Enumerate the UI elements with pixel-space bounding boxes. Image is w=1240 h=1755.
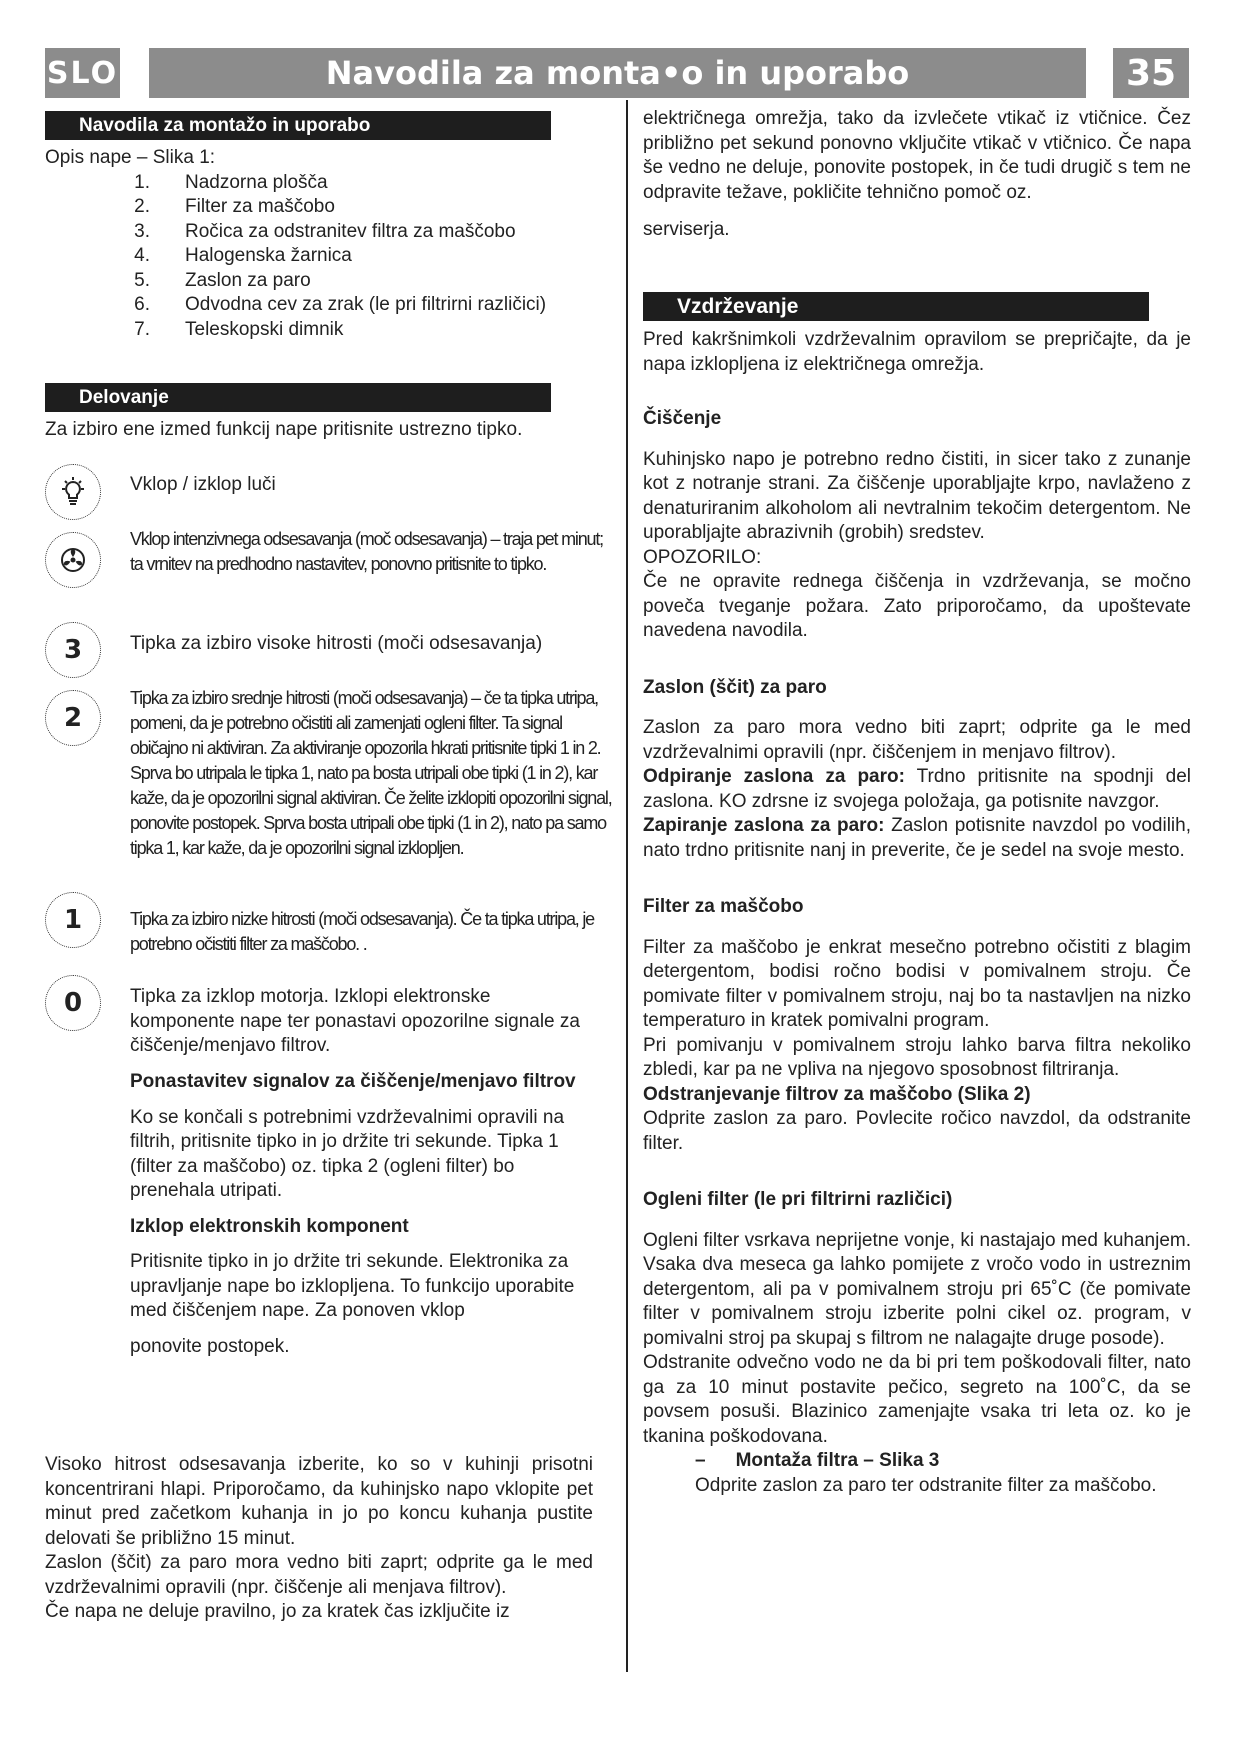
list-item: 1. Nadzorna plošča <box>134 171 328 193</box>
shield-open: Odpiranje zaslona za paro: Trdno pritisnite na spodnji del zaslona. KO zdrsne iz svojega položaja, ga potisnite navzgor. <box>643 766 1192 812</box>
off-title: Izklop elektronskih komponent <box>130 1215 409 1237</box>
fan-icon <box>57 544 89 576</box>
warning-label: OPOZORILO: <box>643 546 762 568</box>
high-speed-tip: Visoko hitrost odsesavanja izberite, ko so v kuhinji prisotni koncentrirani hlapi. Priporočamo, da kuhinjsko napo vklopite pet minut pred začetkom kuhanja in jo po koncu kuhanja pustite delovati še približno 15 minut. <box>45 1454 593 1549</box>
troubleshoot-cont: električnega omrežja, tako da izvlečete vtikač iz vtičnice. Čez približno pet sekund ponovno vključite vtikač v vtičnico. Če napa še vedno ne deluje, ponovite postopek, in če tudi drugič s tem ne odpravite težave, pokličite tehnično pomoč oz. <box>643 108 1191 203</box>
shield-text: Zaslon za paro mora vedno biti zaprt; odprite ga le med vzdrževalnimi opravili (npr. čiščenjem in menjavo filtrov). <box>643 717 1191 763</box>
troubleshoot-cont-2: serviserja. <box>643 219 730 240</box>
speed-1-text: Tipka za izbiro nizke hitrosti (moči odsesavanja). Če ta tipka utripa, je potrebno očistiti filter za maščobo. . <box>130 909 594 954</box>
left-bottom-text <box>45 1453 593 1625</box>
operation-intro: Za izbiro ene izmed funkcij nape pritisnite ustrezno tipko. <box>45 419 523 440</box>
mount-filter-title: – Montaža filtra – Slika 3 <box>695 1450 940 1471</box>
reset-section <box>130 1070 600 1359</box>
speed-3-button: 3 <box>45 622 101 678</box>
carbon-filter-text-2: Odstranite odvečno vodo ne da bi pri tem poškodovali filter, nato ga za 10 minut postavite pečico, segreto na 100˚C, da se povsem posuši. Blazinico zamenjajte vsaka tri leta oz. ko je tkanina poškodovana. <box>643 1352 1191 1447</box>
troubleshoot-text: Če napa ne deluje pravilno, jo za kratek čas izključite iz <box>45 1601 510 1622</box>
intensive-button-text: Vklop intenzivnega odsesavanja (moč odsesavanja) – traja pet minut; ta vrnitev na predhodno nastavitev, ponovno pritisnite to tipko. <box>130 529 603 574</box>
maintenance-content <box>643 328 1191 1498</box>
carbon-filter-text: Ogleni filter vsrkava neprijetne vonje, ki nastajajo med kuhanjem. Vsaka dva meseca ga lahko pomijete z vročo vodo in ustreznim detergentom, ali pa v pomivalnem stroju pri 65˚C (če pomivate filter v pomivalnem stroju izberite polni cikel oz. program, v pomivalni stroj pa skupaj s filtrom ne nalagajte druge posode). <box>643 1229 1191 1349</box>
open-label: Odpiranje zaslona za paro: <box>643 766 905 787</box>
maintenance-intro: Pred kakršnimkoli vzdrževalnim opravilom se prepričajte, da je napa izklopljena iz električnega omrežja. <box>643 329 1191 375</box>
off-text-2: ponovite postopek. <box>130 1335 290 1357</box>
intensive-button <box>45 532 101 588</box>
section-title-maintenance: Vzdrževanje <box>643 292 1149 321</box>
remove-filter-text: Odprite zaslon za paro. Povlecite ročico navzdol, da odstranite filter. <box>643 1108 1191 1154</box>
list-item: 7. Teleskopski dimnik <box>134 318 344 340</box>
shield-title: Zaslon (ščit) za paro <box>643 676 827 698</box>
remove-filter-title: Odstranjevanje filtrov za maščobo (Slika 2) <box>643 1083 1031 1105</box>
mount-filter-text: Odprite zaslon za paro ter odstranite filter za maščobo. <box>695 1474 1157 1496</box>
parts-intro: Opis nape – Slika 1: <box>45 147 216 168</box>
light-button <box>45 464 101 520</box>
page-number: 35 <box>1113 48 1189 98</box>
grease-filter-title: Filter za maščobo <box>643 896 804 917</box>
language-badge: SLO <box>45 48 120 98</box>
speed-3-text: Tipka za izbiro visoke hitrosti (moči odsesavanja) <box>130 633 543 654</box>
off-text: Pritisnite tipko in jo držite tri sekunde. Elektronika za upravljanje nape bo izklopljena. To funkcijo uporabite med čiščenjem nape. Za ponoven vklop <box>130 1251 575 1321</box>
list-item: 6. Odvodna cev za zrak (le pri filtrirni različici) <box>134 294 547 315</box>
carbon-filter-title: Ogleni filter (le pri filtrirni različici) <box>643 1189 953 1210</box>
shield-note: Zaslon (ščit) za paro mora vedno biti zaprt; odprite ga le med vzdrževalnimi opravili (npr. čiščenje ali menjava filtrov). <box>45 1552 593 1598</box>
parts-description <box>45 146 605 342</box>
motor-off-button: 0 <box>45 975 101 1031</box>
cleaning-title: Čiščenje <box>643 408 722 429</box>
list-item: 4. Halogenska žarnica <box>134 245 352 266</box>
reset-title: Ponastavitev signalov za čiščenje/menjavo filtrov <box>130 1071 576 1092</box>
light-button-text: Vklop / izklop luči <box>130 474 276 495</box>
speed-2-text: Tipka za izbiro srednje hitrosti (moči odsesavanja) – če ta tipka utripa, pomeni, da je potrebno očistiti ali zamenjati ogleni filter. Ta signal običajno ni aktiviran. Za aktiviranje opozorila hkrati pritisnite tipki 1 in 2. Sprva bo utripala le tipka 1, nato pa bosta utripali obe tipki (1 in 2), kar kaže, da je opozorilni signal aktiviran. Če želite izklopiti opozorilni signal, ponovite postopek. Sprva bosta utripali obe tipki (1 in 2), nato pa samo tipka 1, kar kaže, da je opozorilni signal izklopljen. <box>130 688 612 858</box>
list-item: 5. Zaslon za paro <box>134 269 311 291</box>
light-bulb-icon <box>57 476 89 508</box>
motor-off-text: Tipka za izklop motorja. Izklopi elektronske komponente nape ter ponastavi opozorilne signale za čiščenje/menjavo filtrov. <box>130 986 580 1056</box>
parts-list <box>45 171 605 343</box>
speed-1-button: 1 <box>45 892 101 948</box>
list-item: 3. Ročica za odstranitev filtra za maščobo <box>134 220 516 242</box>
shield-close: Zapiranje zaslona za paro: Zaslon potisnite navzdol po vodilih, nato trdno pritisnite nanj in preverite, če je sedel na svoje mesto. <box>643 815 1191 861</box>
close-label: Zapiranje zaslona za paro: <box>643 815 885 836</box>
reset-text: Ko se končali s potrebnimi vzdrževalnimi opravili na filtrih, pritisnite tipko in jo držite tri sekunde. Tipka 1 (filter za maščobo) oz. tipka 2 (ogleni filter) bo prenehala utripati. <box>130 1106 565 1201</box>
section-title-operation: Delovanje <box>45 383 551 412</box>
page-title: Navodila za monta•o in uporabo <box>149 48 1086 98</box>
column-divider <box>626 100 628 1672</box>
warning-text: Če ne opravite rednega čiščenja in vzdrževanja, se močno poveča tveganje požara. Zato priporočamo, da upoštevate navedena navodila. <box>643 571 1191 641</box>
grease-filter-text: Filter za maščobo je enkrat mesečno potrebno očistiti z blagim detergentom, bodisi ročno bodisi v pomivalnem stroju. Če pomivate filter v pomivalnem stroju, naj bo ta nastavljen na nizko temperaturo in kratek pomivalni program. <box>643 936 1191 1031</box>
cleaning-text: Kuhinjsko napo je potrebno redno čistiti, in sicer tako z zunanje kot z notranje strani. Za čiščenje uporabljajte krpo, navlaženo z denaturiranim alkoholom ali nevtralnim tekočim detergentom. Ne uporabljajte abrazivnih (grobih) sredstev. <box>643 448 1191 543</box>
right-continuation <box>643 107 1191 243</box>
section-title-installation: Navodila za montažo in uporabo <box>45 111 551 140</box>
speed-2-button: 2 <box>45 690 101 746</box>
grease-filter-text-2: Pri pomivanju v pomivalnem stroju lahko barva filtra nekoliko zbledi, kar pa ne vpliva na njegovo sposobnost filtriranja. <box>643 1034 1191 1080</box>
list-item: 2. Filter za maščobo <box>134 196 335 217</box>
